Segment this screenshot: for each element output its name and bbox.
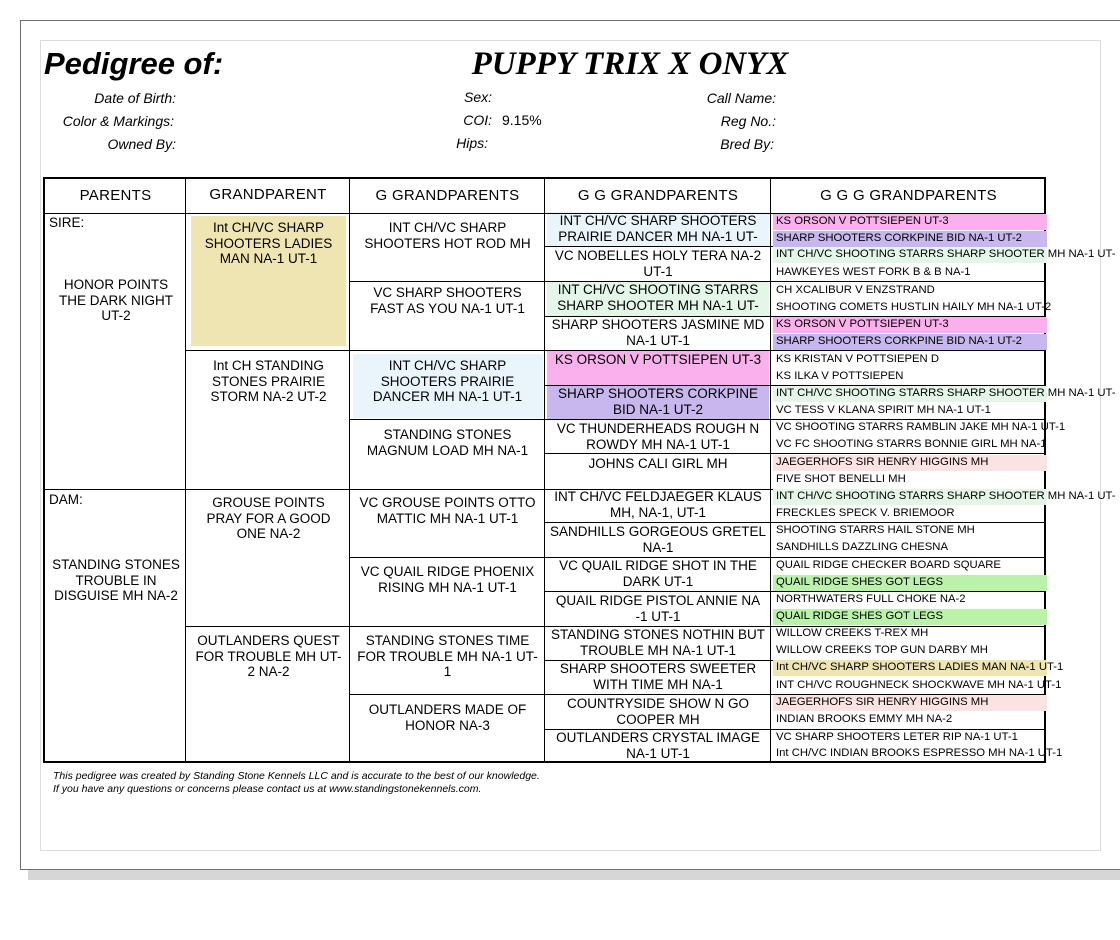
grandparent-name: Int CH/VC SHARP SHOOTERS LADIES MAN NA-1 UT-1 [204,220,333,266]
ggg-grandparent-name: INDIAN BROOKS EMMY MH NA-2 [776,713,953,725]
ggg-grandparent-name: VC TESS V KLANA SPIRIT MH NA-1 UT-1 [776,404,991,416]
ggg-grandparent-name: Int CH/VC SHARP SHOOTERS LADIES MAN NA-1 UT-1 [773,660,1047,676]
gg-grandparent-name: KS ORSON V POTTSIEPEN UT-3 [554,352,762,367]
gg-grandparent-name: VC QUAIL RIDGE SHOT IN THE DARK UT-1 [559,558,757,589]
call-name-label: Call Name: [706,90,776,106]
gg-grandparent-name: VC NOBELLES HOLY TERA NA-2 UT-1 [554,248,762,279]
ggg-grandparent-name: HAWKEYES WEST FORK B & B NA-1 [776,266,971,278]
ggg-grandparent-name: FRECKLES SPECK V. BRIEMOOR [776,507,955,519]
sire-label: SIRE: [49,215,85,230]
grandparent-name: GROUSE POINTS PRAY FOR A GOOD ONE NA-2 [206,495,331,541]
dam-label: DAM: [49,492,83,507]
gg-grandparent-name: SHARP SHOOTERS SWEETER WITH TIME MH NA-1 [559,661,757,692]
sire-name: HONOR POINTS THE DARK NIGHT UT-2 [58,277,173,323]
ggg-grandparent-name: INT CH/VC SHOOTING STARRS SHARP SHOOTER MH NA-1 UT- [773,386,1047,402]
column-header-gg-grandparents: G G GRANDPARENTS [577,187,739,204]
ggg-grandparent-name: INT CH/VC ROUGHNECK SHOCKWAVE MH NA-1 UT-1 [776,679,1062,691]
ggg-grandparent-name: VC SHARP SHOOTERS LETER RIP NA-1 UT-1 [776,731,1018,743]
footer-disclaimer: This pedigree was created by Standing Stone Kennels LLC and is accurate to the best of our knowledge. [53,770,540,782]
ggg-grandparent-name: KS ILKA V POTTSIEPEN [776,370,904,382]
dam-name: STANDING STONES TROUBLE IN DISGUISE MH NA-2 [52,557,180,603]
dog-name-title: PUPPY TRIX X ONYX [471,46,789,82]
ggg-grandparent-name: KS ORSON V POTTSIEPEN UT-3 [773,214,1047,230]
gg-grandparent-name: INT CH/VC SHOOTING STARRS SHARP SHOOTER MH NA-1 UT- [557,282,759,313]
hips-label: Hips: [456,135,488,151]
ggg-grandparent-name: CH XCALIBUR V ENZSTRAND [776,284,935,296]
ggg-grandparent-name: VC SHOOTING STARRS RAMBLIN JAKE MH NA-1 UT-1 [776,421,1066,433]
ggg-grandparent-name: KS ORSON V POTTSIEPEN UT-3 [773,317,1047,333]
ggg-grandparent-name: QUAIL RIDGE SHES GOT LEGS [773,609,1047,625]
column-header-g-grandparents: G GRANDPARENTS [375,187,520,204]
footer-contact: If you have any questions or concerns please contact us at www.standingstonekennels.com. [53,783,482,795]
ggg-grandparent-name: WILLOW CREEKS TOP GUN DARBY MH [776,644,988,656]
g-grandparent-name: STANDING STONES TIME FOR TROUBLE MH NA-1 UT-1 [357,633,538,679]
gg-grandparent-name: SHARP SHOOTERS CORKPINE BID NA-1 UT-2 [557,386,759,417]
ggg-grandparent-name: VC FC SHOOTING STARRS BONNIE GIRL MH NA-1 [776,438,1047,450]
color-markings-label: Color & Markings: [62,113,174,129]
ggg-grandparent-name: INT CH/VC SHOOTING STARRS SHARP SHOOTER MH NA-1 UT- [773,489,1047,505]
g-grandparent-name: VC QUAIL RIDGE PHOENIX RISING MH NA-1 UT-1 [360,564,535,595]
ggg-grandparent-name: FIVE SHOT BENELLI MH [776,473,906,485]
grandparent-name: OUTLANDERS QUEST FOR TROUBLE MH UT-2 NA-2 [195,633,342,679]
ggg-grandparent-name: QUAIL RIDGE SHES GOT LEGS [773,575,1047,591]
ggg-grandparent-name: NORTHWATERS FULL CHOKE NA-2 [776,593,966,605]
ggg-grandparent-name: INT CH/VC SHOOTING STARRS SHARP SHOOTER MH NA-1 UT- [773,247,1047,263]
owned-by-label: Owned By: [107,136,176,152]
ggg-grandparent-name: JAEGERHOFS SIR HENRY HIGGINS MH [773,695,1047,711]
gg-grandparent-name: INT CH/VC FELDJAEGER KLAUS MH, NA-1, UT-1 [554,489,762,520]
ggg-grandparent-name: Int CH/VC INDIAN BROOKS ESPRESSO MH NA-1 UT-1 [776,747,1063,759]
column-header-ggg-grandparents: G G G GRANDPARENTS [820,187,997,204]
grandparent-name: Int CH STANDING STONES PRAIRIE STORM NA-2 UT-2 [210,358,327,404]
column-header-grandparent: GRANDPARENT [209,186,327,203]
bred-by-label: Bred By: [720,136,774,152]
pedigree-table [43,177,1116,763]
ggg-grandparent-name: SANDHILLS DAZZLING CHESNA [776,541,949,553]
pedigree-of-label: Pedigree of: [44,46,224,81]
gg-grandparent-name: INT CH/VC SHARP SHOOTERS PRAIRIE DANCER MH NA-1 UT- [558,213,758,244]
reg-no-label: Reg No.: [720,113,776,129]
g-grandparent-name: OUTLANDERS MADE OF HONOR NA-3 [368,702,527,733]
ggg-grandparent-name: KS KRISTAN V POTTSIEPEN D [776,353,939,365]
ggg-grandparent-name: SHARP SHOOTERS CORKPINE BID NA-1 UT-2 [773,334,1047,350]
gg-grandparent-name: VC THUNDERHEADS ROUGH N ROWDY MH NA-1 UT-1 [556,421,760,452]
page-shadow [28,870,1120,880]
gg-grandparent-name: QUAIL RIDGE PISTOL ANNIE NA -1 UT-1 [555,593,761,624]
gg-grandparent-name: STANDING STONES NOTHIN BUT TROUBLE MH NA-1 UT-1 [550,627,766,658]
ggg-grandparent-name: JAEGERHOFS SIR HENRY HIGGINS MH [773,455,1047,471]
gg-grandparent-name: JOHNS CALI GIRL MH [588,456,728,471]
gg-grandparent-name: COUNTRYSIDE SHOW N GO COOPER MH [566,696,749,727]
ggg-grandparent-name: SHOOTING COMETS HUSTLIN HAILY MH NA-1 UT-2 [776,301,1052,313]
g-grandparent-name: INT CH/VC SHARP SHOOTERS HOT ROD MH [364,220,531,251]
g-grandparent-name: VC SHARP SHOOTERS FAST AS YOU NA-1 UT-1 [370,285,525,316]
ggg-grandparent-name: SHOOTING STARRS HAIL STONE MH [776,524,975,536]
coi-value: 9.15% [502,112,542,128]
date-of-birth-label: Date of Birth: [94,90,176,106]
ggg-grandparent-name: QUAIL RIDGE CHECKER BOARD SQUARE [776,559,1001,571]
coi-label: COI: [463,112,492,128]
ggg-grandparent-name: WILLOW CREEKS T-REX MH [776,627,929,639]
sex-label: Sex: [463,89,492,105]
column-header-parents: PARENTS [79,187,152,204]
g-grandparent-name: INT CH/VC SHARP SHOOTERS PRAIRIE DANCER MH NA-1 UT-1 [372,358,523,404]
gg-grandparent-name: OUTLANDERS CRYSTAL IMAGE NA-1 UT-1 [556,730,760,761]
g-grandparent-name: STANDING STONES MAGNUM LOAD MH NA-1 [366,427,529,458]
g-grandparent-name: VC GROUSE POINTS OTTO MATTIC MH NA-1 UT-1 [359,495,536,526]
gg-grandparent-name: SANDHILLS GORGEOUS GRETEL NA-1 [549,524,767,555]
ggg-grandparent-name: SHARP SHOOTERS CORKPINE BID NA-1 UT-2 [773,231,1047,247]
gg-grandparent-name: SHARP SHOOTERS JASMINE MD NA-1 UT-1 [551,317,765,348]
